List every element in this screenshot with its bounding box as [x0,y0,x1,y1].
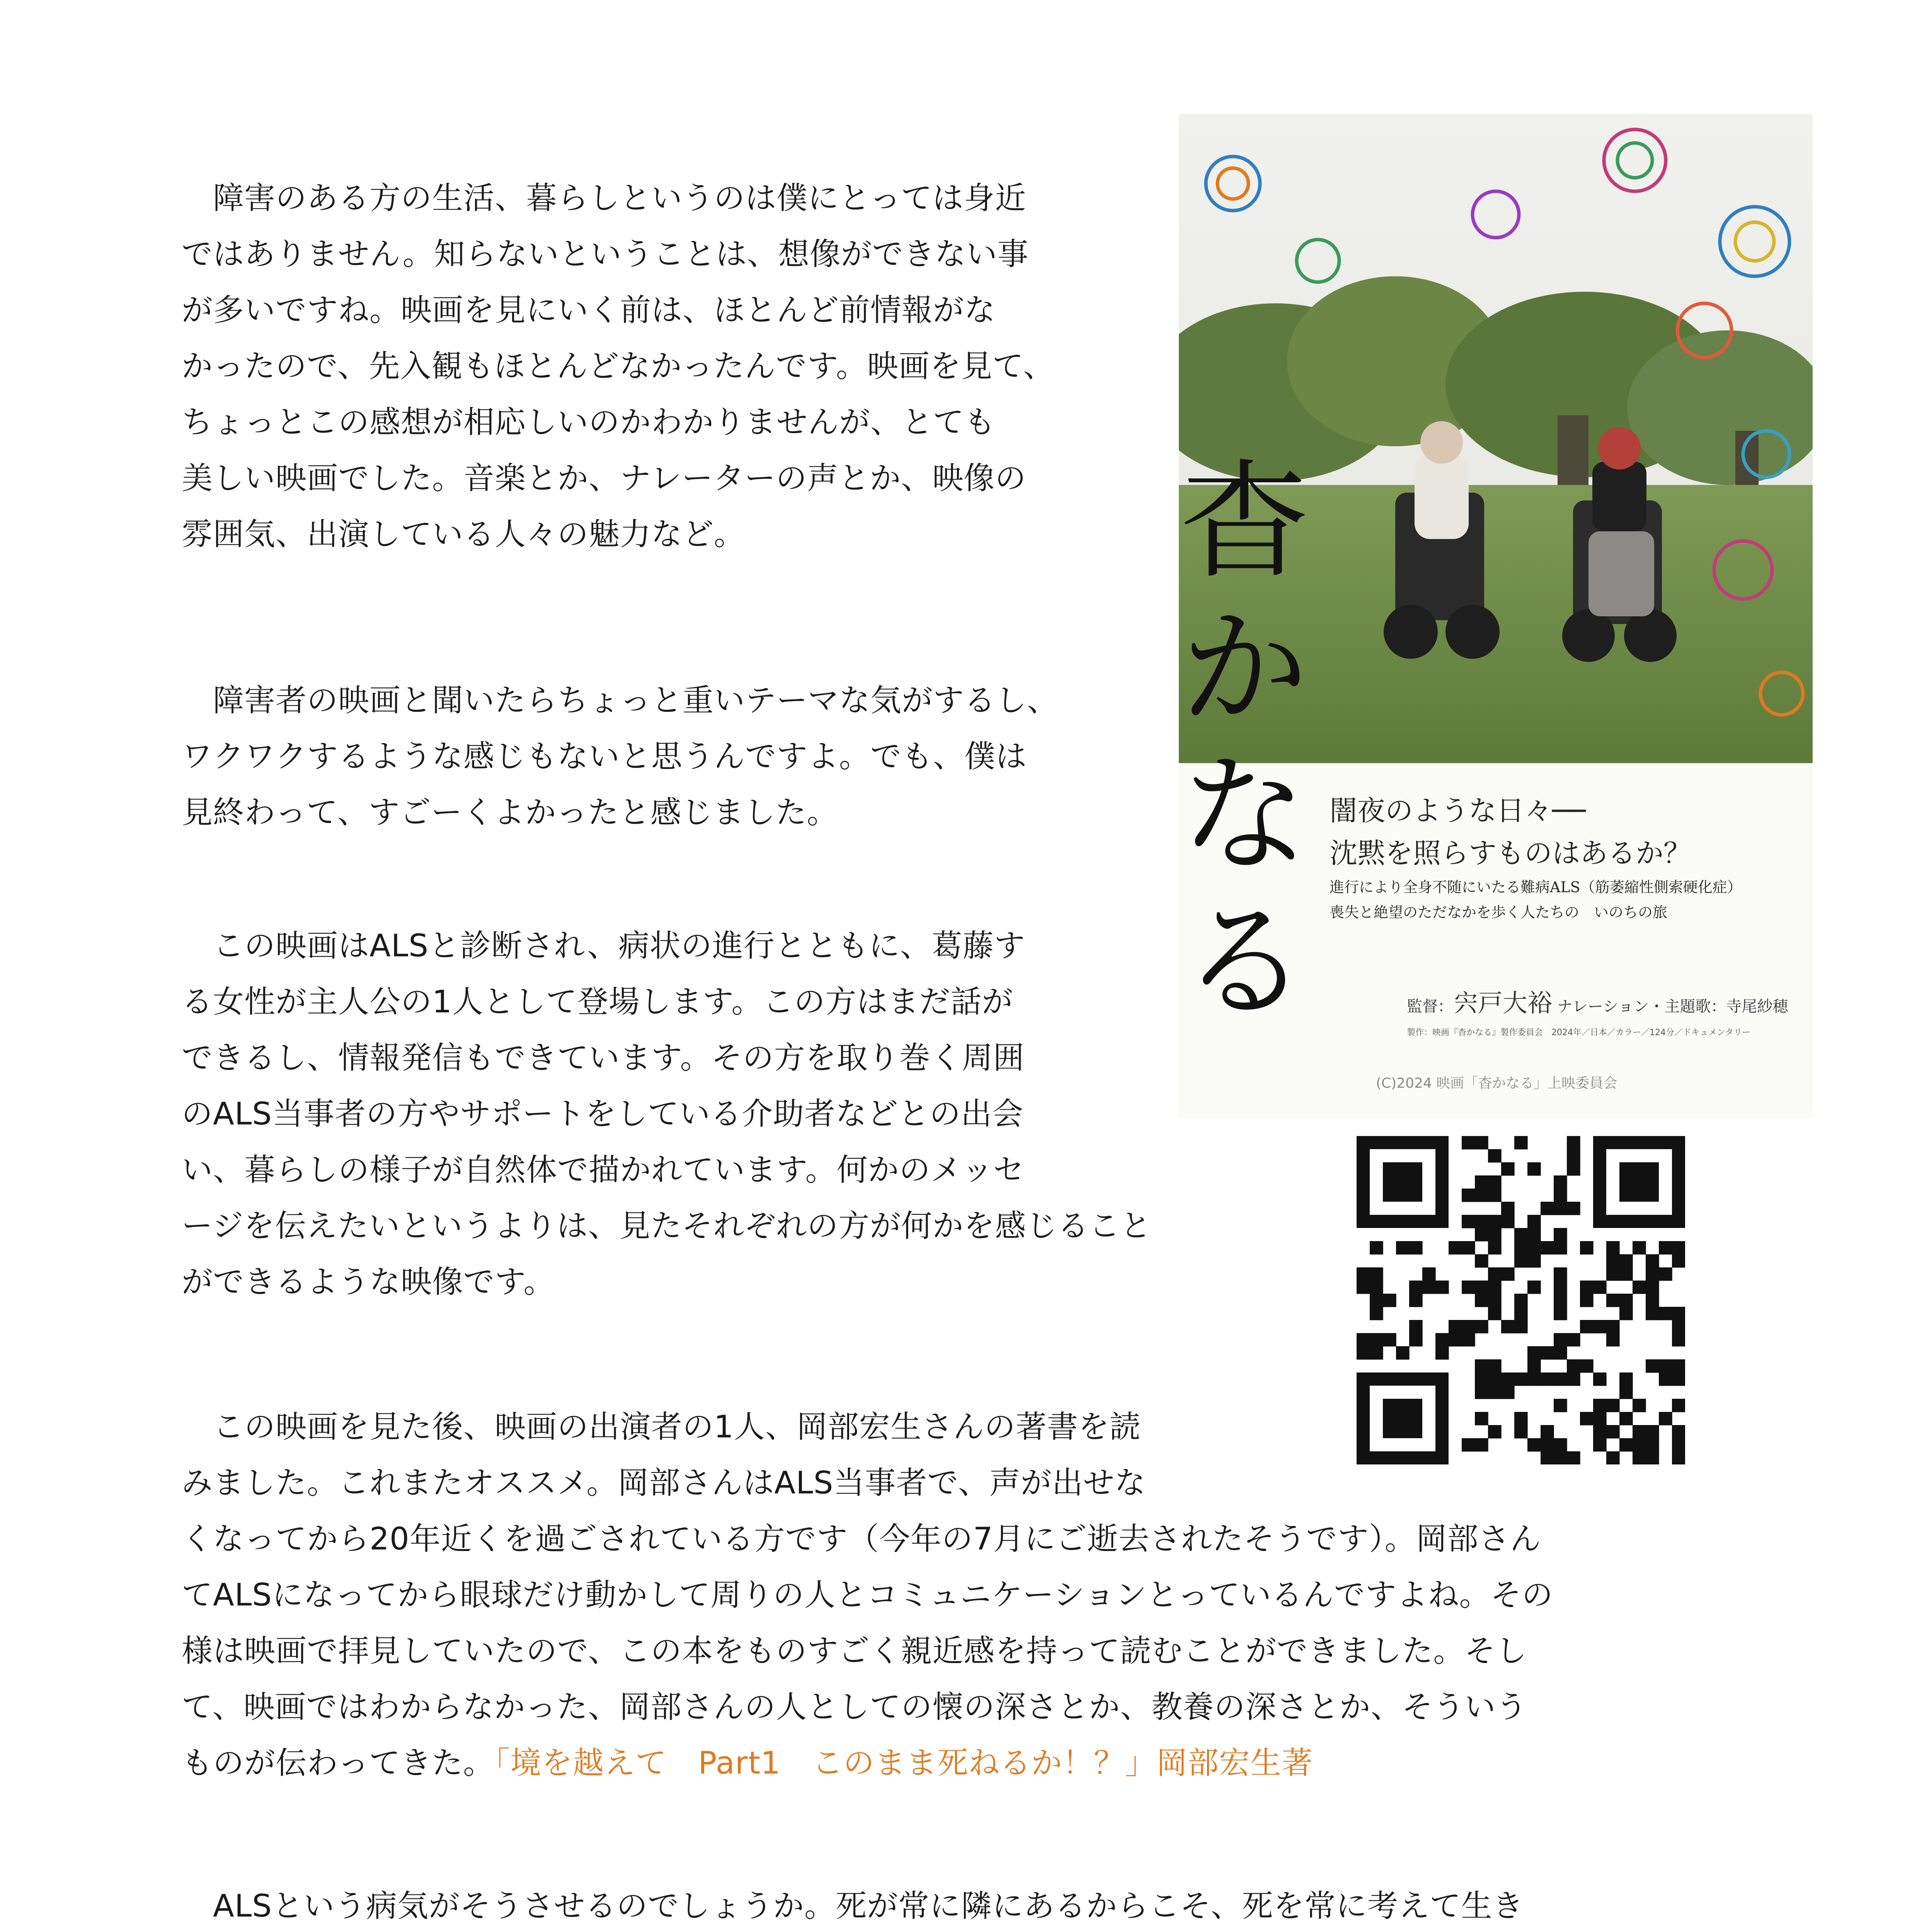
qr-code-icon[interactable] [1357,1136,1685,1464]
text-line: ージを伝えたいというよりは、見たそれぞれの方が何かを感じること [182,1208,1152,1244]
paragraph-1 [182,170,1054,562]
text-line: みました。これまたオススメ。岡部さんはALS当事者で、声が出せな [182,1465,1146,1501]
poster-title-char: る [1181,888,1308,1036]
paragraph-2 [182,672,1058,840]
narrator-name: 寺尾紗穂 [1726,998,1788,1015]
director-label: 監督： [1407,998,1453,1015]
text-line: い、暮らしの様子が自然体で描かれています。何かのメッセ [182,1152,1025,1188]
text-line: ALSという病気がそうさせるのでしょうか。死が常に隣にあるからこそ、死を常に考えて生き [182,1888,1524,1924]
text-line: かったので、先入観もほとんどなかったんです。映画を見て、 [182,348,1055,384]
text-line: 障害者の映画と聞いたらちょっと重いテーマな気がするし、 [182,682,1058,718]
director-name: 宍戸大裕 [1453,989,1552,1018]
poster-copyright: (C)2024 映画「杳かなる」上映委員会 [1376,1075,1617,1091]
text-line: ワクワクするような感じもないと思うんですよ。でも、僕は [182,738,1027,774]
book-reference-link[interactable]: 「境を越えて Part1 このまま死ねるか！？」岡部宏生著 [494,1745,1313,1781]
text-line: 雰囲気、出演している人々の魅力など。 [182,516,745,552]
text-line: て、映画ではわからなかった、岡部さんの人としての懐の深さとか、教養の深さとか、そういう [182,1689,1527,1725]
poster-title-char: な [1181,741,1308,889]
poster-title-char: 杳 [1181,447,1308,596]
poster-credits [1407,983,1788,1019]
poster-credits-small: 製作：映画『杳かなる』製作委員会 2024年／日本／カラー／124分／ドキュメンタリー [1407,1028,1751,1037]
poster-tagline-2: 沈黙を照らすものはあるか？ [1330,837,1692,869]
poster-title [1159,448,1330,1036]
text-segment: ものが伝わってきた。 [182,1745,495,1781]
poster-tagline-3: 進行により全身不随にいたる難病ALS（筋萎縮性側索硬化症） [1330,879,1742,896]
paragraph-3 [182,918,1151,1310]
text-line: 様は映画で拝見していたので、この本をものすごく親近感を持って読むことができました。そし [182,1633,1527,1669]
poster-tagline-1: 闇夜のような日々── [1330,794,1586,827]
poster-tagline-4: 喪失と絶望のただなかを歩く人たちの いのちの旅 [1330,904,1668,921]
text-line: る女性が主人公の1人として登場します。この方はまだ話が [182,984,1013,1020]
text-line: が多いですね。映画を見にいく前は、ほとんど前情報がな [182,292,996,328]
paragraph-4 [182,1399,1553,1791]
text-line: ちょっとこの感想が相応しいのかわかりませんが、とても [182,404,996,440]
text-line: ではありません。知らないということは、想像ができない事 [182,236,1029,272]
text-line [182,1735,1553,1791]
text-line: くなってから20年近くを過ごされている方です（今年の7月にご逝去されたそうです）。岡部さん [182,1521,1541,1557]
text-line: 美しい映画でした。音楽とか、ナレーターの声とか、映像の [182,460,1027,496]
text-line: のALS当事者の方やサポートをしている介助者などとの出会 [182,1096,1024,1132]
text-line: 障害のある方の生活、暮らしというのは僕にとっては身近 [182,180,1027,216]
paragraph-5 [182,1878,1527,1932]
poster-title-char: か [1181,594,1308,743]
text-line: てALSになってから眼球だけ動かして周りの人とコミュニケーションとっているんですよね。その [182,1577,1553,1613]
text-line: この映画を見た後、映画の出演者の1人、岡部宏生さんの著書を読 [182,1409,1141,1445]
narration-label: ナレーション・主題歌： [1557,998,1726,1015]
text-line: できるし、情報発信もできています。その方を取り巻く周囲 [182,1040,1025,1076]
text-line: ができるような映像です。 [182,1264,555,1300]
text-line: この映画はALSと診断され、病状の進行とともに、葛藤す [182,928,1025,964]
text-line: 見終わって、すごーくよかったと感じました。 [182,794,838,830]
